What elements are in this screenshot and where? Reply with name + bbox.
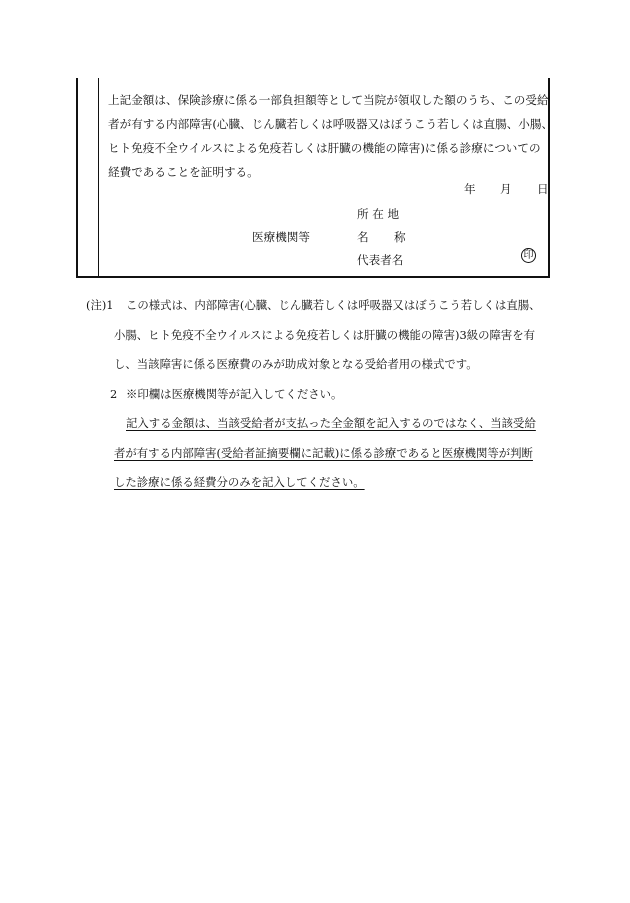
date-year: 年 xyxy=(464,182,476,196)
cert-line-2: 者が有する内部障害(心臓、じん臓若しくは呼吸器又はぼうこう若しくは直腸、小腸、 xyxy=(108,117,554,131)
name-label-1: 名 xyxy=(357,230,369,244)
underlined-text-1: 記入する金額は、当該受給者が支払った全金額を記入するのではなく、当該受給 xyxy=(126,416,536,430)
underlined-text-2: 者が有する内部障害(受給者証摘要欄に記載)に係る診療であると医療機関等が判断 xyxy=(114,445,533,460)
underlined-line-3 xyxy=(86,468,556,498)
cert-line-4: 経費であることを証明する。 xyxy=(108,165,259,179)
address-label: 所 在 地 xyxy=(357,207,400,221)
note-1-line-1 xyxy=(86,291,556,321)
underlined-line-1 xyxy=(86,409,556,439)
note-1-text-3: し、当該障害に係る医療費のみが助成対象となる受給者用の様式です。 xyxy=(114,357,478,371)
date-month: 月 xyxy=(500,182,512,196)
note-1-line-2 xyxy=(86,321,556,351)
note-2-text: ※印欄は医療機関等が記入してください。 xyxy=(126,386,343,401)
note-2-line xyxy=(86,380,556,410)
underlined-text-3: した診療に係る経費分のみを記入してください。 xyxy=(114,475,365,489)
notes-section xyxy=(86,291,556,498)
note-prefix: (注)1 xyxy=(86,298,114,312)
note-1-line-3 xyxy=(86,350,556,380)
institution-label: 医療機関等 xyxy=(252,230,310,244)
note-1-text-1: この様式は、内部障害(心臓、じん臓若しくは呼吸器又はぼうこう若しくは直腸、 xyxy=(126,298,541,312)
cert-line-3: ヒト免疫不全ウイルスによる免疫若しくは肝臓の機能の障害)に係る診療についての xyxy=(108,141,541,155)
representative-label: 代表者名 xyxy=(357,253,404,267)
name-label-2: 称 xyxy=(394,230,406,244)
certification-text xyxy=(108,88,554,184)
seal-icon: 印 xyxy=(521,248,536,263)
note-2-number: 2 xyxy=(110,386,118,401)
date-day: 日 xyxy=(537,182,549,196)
underlined-line-2 xyxy=(86,439,556,469)
cert-line-1: 上記金額は、保険診療に係る一部負担額等として当院が領収した額のうち、この受給 xyxy=(108,93,549,107)
note-1-text-2: 小腸、ヒト免疫不全ウイルスによる免疫若しくは肝臓の機能の障害)3級の障害を有 xyxy=(114,327,536,342)
inner-column-divider xyxy=(98,78,99,277)
